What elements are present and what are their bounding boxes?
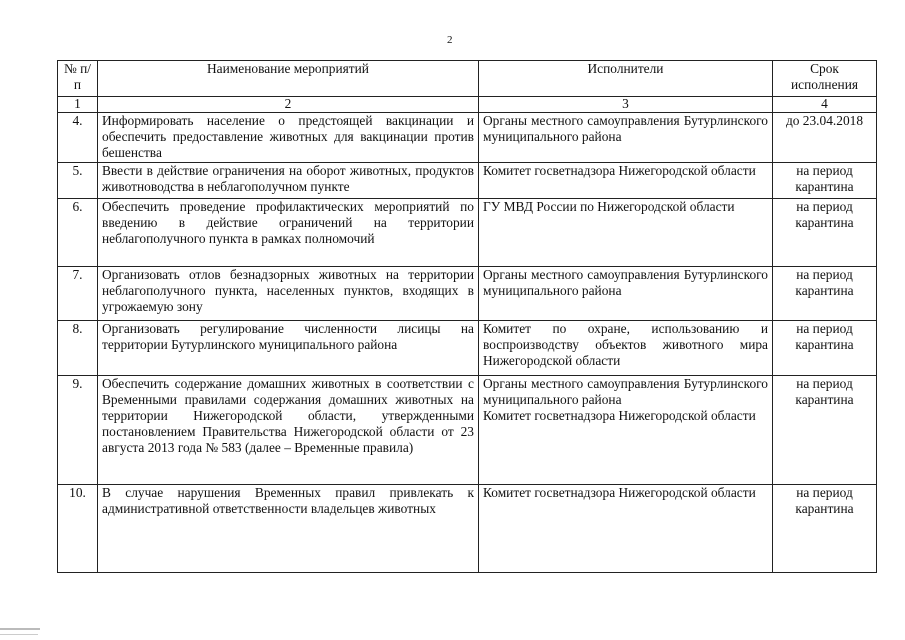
scan-edge-mark [0, 634, 38, 635]
measure-name: Информировать население о предстоящей вакцинации и обеспечить предоставление животных для вакцинации против бешенства [98, 113, 479, 163]
measure-executors [479, 485, 773, 573]
column-index: 2 [98, 97, 479, 113]
executor: Комитет госветнадзора Нижегородской области [483, 485, 756, 500]
measure-executors [479, 267, 773, 321]
row-number: 7. [58, 267, 98, 321]
measure-term: на период карантина [773, 199, 877, 267]
row-number: 10. [58, 485, 98, 573]
measures-table [57, 60, 877, 573]
executor: Комитет госветнадзора Нижегородской области [483, 163, 756, 178]
measure-executors [479, 376, 773, 485]
row-number: 8. [58, 321, 98, 376]
column-index: 3 [479, 97, 773, 113]
page-number: 2 [447, 34, 453, 46]
measure-name: Обеспечить содержание домашних животных в соответствии с Временными правилами содержания домашних животных на территории Нижегородской области, утвержденными постановлением Правительства Нижегородской области от 23 августа 2013 года № 583 (далее – Временные правила) [98, 376, 479, 485]
table-row [58, 113, 877, 163]
measure-name: Ввести в действие ограничения на оборот животных, продуктов животноводства в неблагополучном пункте [98, 163, 479, 199]
measure-name: Обеспечить проведение профилактических мероприятий по введению в действие ограничений на территории неблагополучного пункта в рамках полномочий [98, 199, 479, 267]
measure-executors [479, 163, 773, 199]
column-index-row [58, 97, 877, 113]
measure-name: Организовать отлов безнадзорных животных на территории неблагополучного пункта, населенных пунктов, входящих в угрожаемую зону [98, 267, 479, 321]
row-number: 9. [58, 376, 98, 485]
row-number: 5. [58, 163, 98, 199]
measure-term: на период карантина [773, 163, 877, 199]
executor: Комитет госветнадзора Нижегородской области [483, 408, 756, 423]
row-number: 6. [58, 199, 98, 267]
executor: Органы местного самоуправления Бутурлинского муниципального района [483, 113, 768, 144]
header-term: Срок исполнения [773, 61, 877, 97]
header-num: № п/п [58, 61, 98, 97]
table-header-row [58, 61, 877, 97]
column-index: 1 [58, 97, 98, 113]
header-executors: Исполнители [479, 61, 773, 97]
scan-edge-mark [0, 628, 40, 630]
measure-name: В случае нарушения Временных правил привлекать к административной ответственности владельцев животных [98, 485, 479, 573]
measure-term: до 23.04.2018 [773, 113, 877, 163]
table-row [58, 163, 877, 199]
table-row [58, 485, 877, 573]
measure-name: Организовать регулирование численности лисицы на территории Бутурлинского муниципального района [98, 321, 479, 376]
measure-executors [479, 199, 773, 267]
measure-term: на период карантина [773, 267, 877, 321]
executor: Органы местного самоуправления Бутурлинского муниципального района [483, 267, 768, 298]
table-row [58, 199, 877, 267]
column-index: 4 [773, 97, 877, 113]
executor: ГУ МВД России по Нижегородской области [483, 199, 735, 214]
measure-term: на период карантина [773, 321, 877, 376]
executor: Органы местного самоуправления Бутурлинского муниципального района [483, 376, 768, 407]
table-row [58, 267, 877, 321]
measure-term: на период карантина [773, 485, 877, 573]
measure-executors [479, 113, 773, 163]
table-row [58, 376, 877, 485]
header-name: Наименование мероприятий [98, 61, 479, 97]
measure-term: на период карантина [773, 376, 877, 485]
table-row [58, 321, 877, 376]
measure-executors [479, 321, 773, 376]
executor: Комитет по охране, использованию и воспроизводству объектов животного мира Нижегородской области [483, 321, 768, 368]
row-number: 4. [58, 113, 98, 163]
